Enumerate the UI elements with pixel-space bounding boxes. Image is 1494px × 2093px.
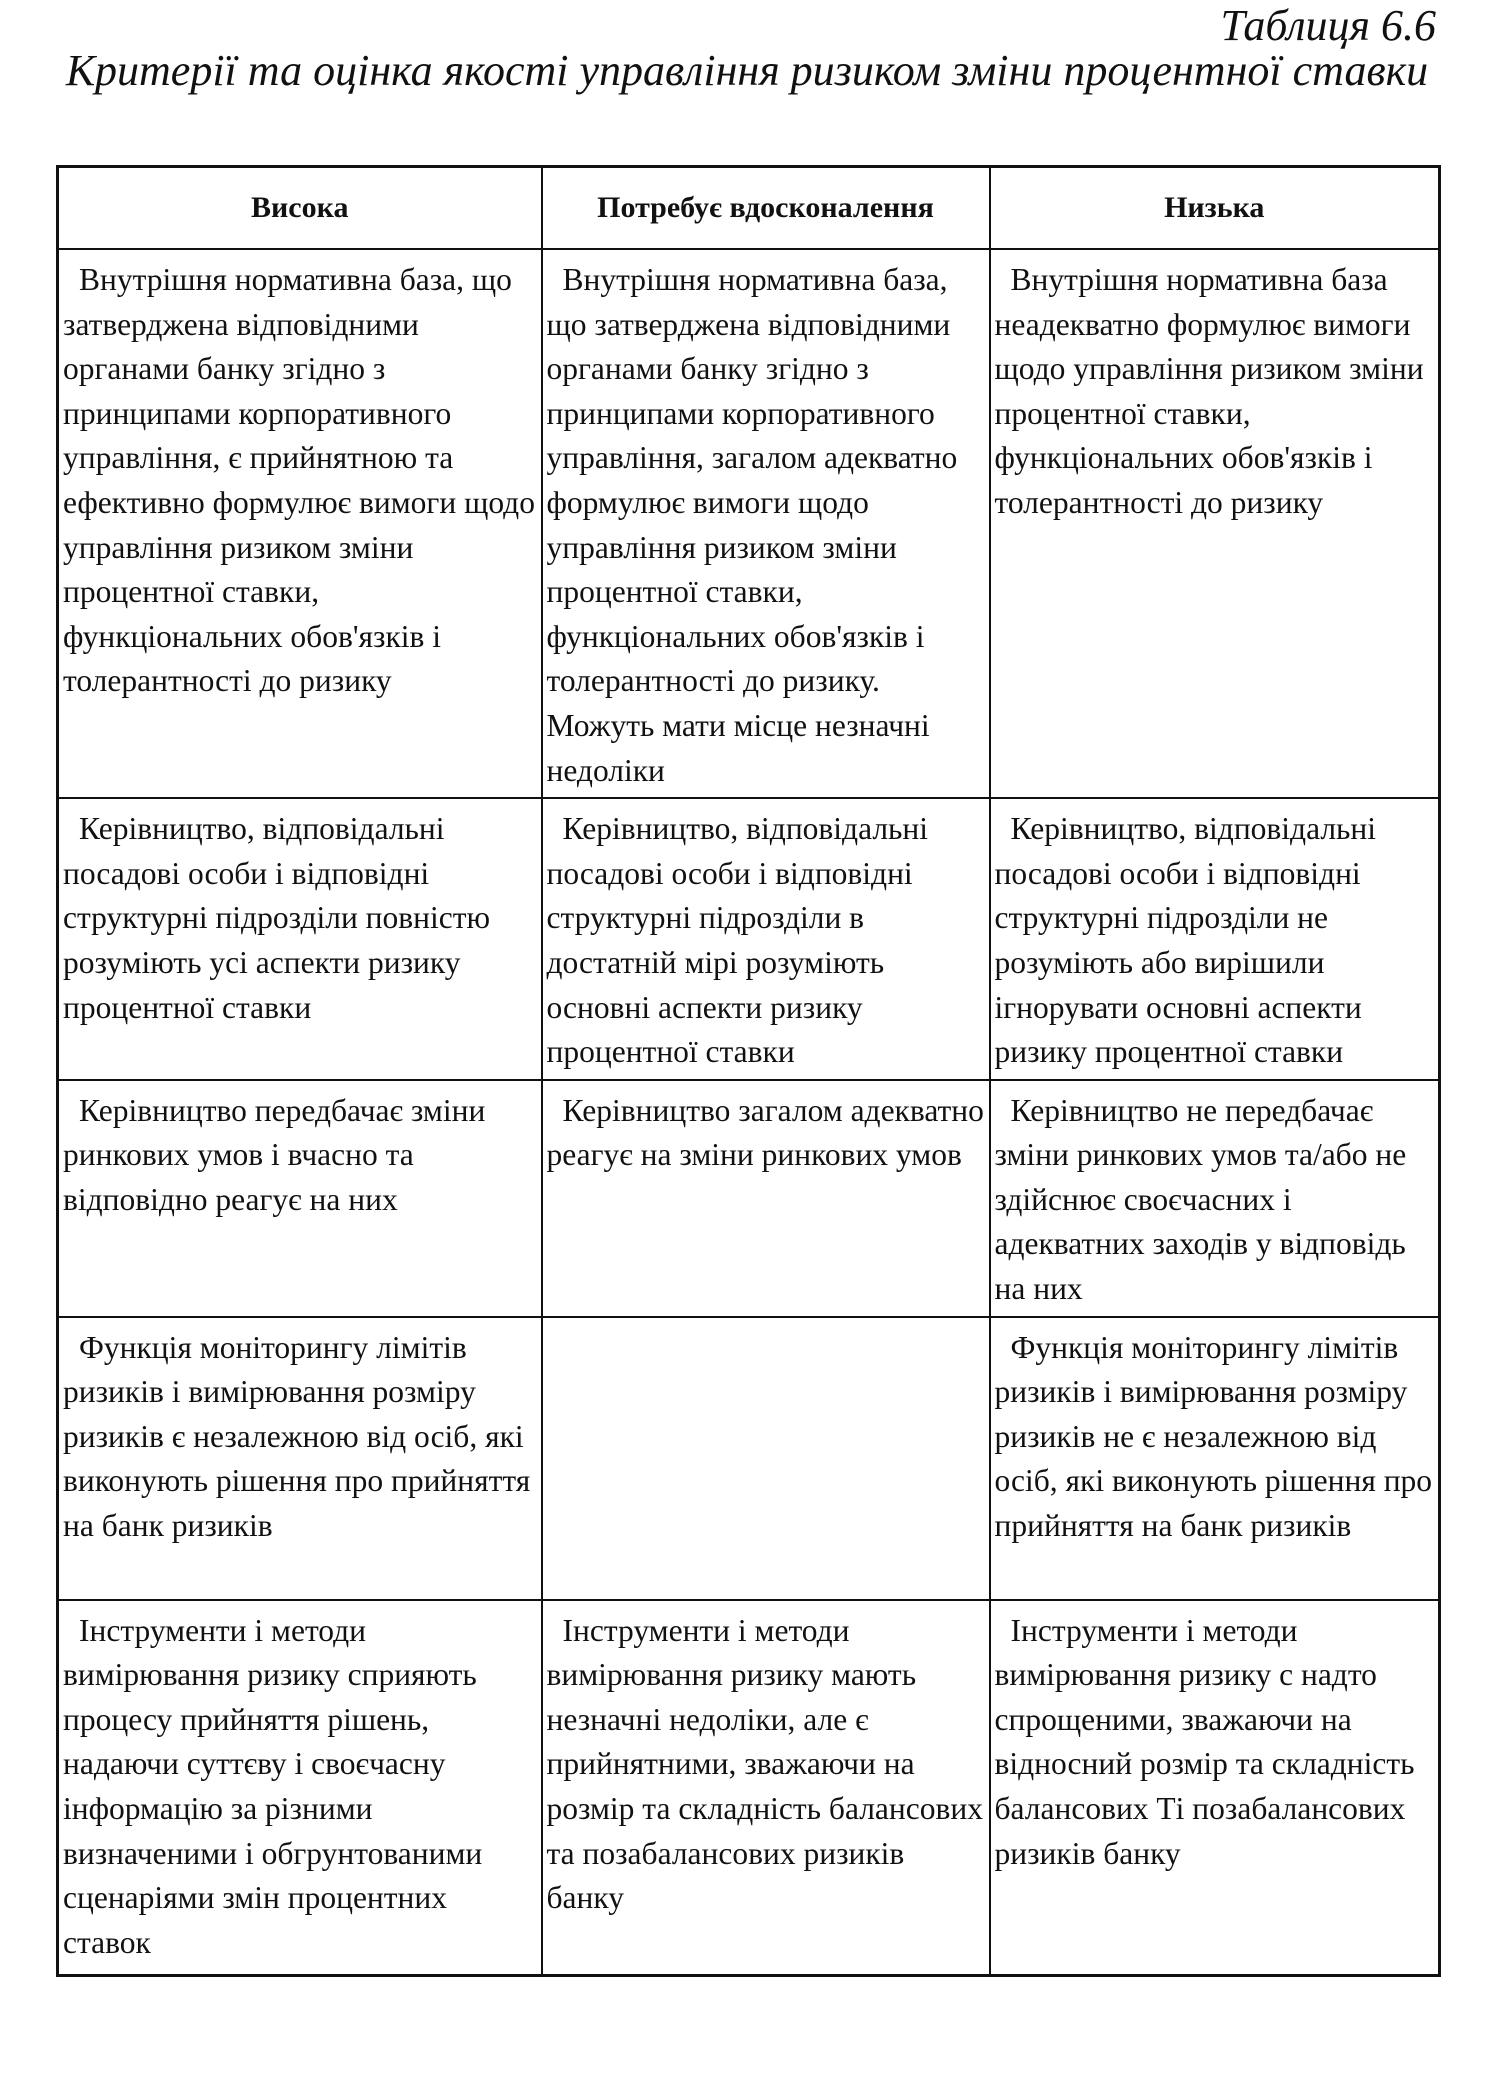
table-cell: Керівництво не передбачає зміни ринкових умов та/або не здійснює своєчасних і адекватних заходів у відповідь на них: [990, 1080, 1440, 1317]
table-row: [58, 1080, 1440, 1317]
column-header-low: Низька: [990, 167, 1440, 250]
table-cell: Інструменти і методи вимірювання ризику сприяють процесу прийняття рішень, надаючи суттєву і своєчасну інформацію за різними визначеними і обгрунтованими сценаріями змін процентних ставок: [58, 1600, 542, 1976]
table-cell: Керівництво, відповідальні посадові особи і відповідні структурні підрозділи в достатній мірі розуміють основні аспекти ризику процентної ставки: [542, 798, 990, 1080]
table-row: [58, 249, 1440, 798]
table-cell: Інструменти і методи вимірювання ризику мають незначні недоліки, але є прийнятними, зважаючи на розмір та складність балансових та позабалансових ризиків банку: [542, 1600, 990, 1976]
table-cell: Функція моніторингу лімітів ризиків і вимірювання розміру ризиків не є незалежною від осіб, які виконують рішення про прийняття на банк ризиків: [990, 1317, 1440, 1600]
criteria-table: [56, 165, 1441, 1977]
table-cell: [542, 1317, 990, 1600]
table-number: Таблиця 6.6: [1220, 1, 1436, 50]
table-cell: Внутрішня нормативна база, що затверджена відповідними органами банку згідно з принципами корпоративного управління, є прийнятною та ефективно формулює вимоги щодо управління ризиком зміни процентної ставки, функціональних обов'язків і толерантності до ризику: [58, 249, 542, 798]
column-header-needs-improvement: Потребує вдосконалення: [542, 167, 990, 250]
table-cell: Інструменти і методи вимірювання ризику с надто спрощеними, зважаючи на відносний розмір та складність балансових Ті позабалансових ризиків банку: [990, 1600, 1440, 1976]
table-cell: Керівництво передбачає зміни ринкових умов і вчасно та відповідно реагує на них: [58, 1080, 542, 1317]
table-cell: Керівництво, відповідальні посадові особи і відповідні структурні підрозділи повністю розуміють усі аспекти ризику процентної ставки: [58, 798, 542, 1080]
column-header-high: Висока: [58, 167, 542, 250]
table-row: [58, 798, 1440, 1080]
header-row: [58, 167, 1440, 250]
table-cell: Внутрішня нормативна база, що затверджена відповідними органами банку згідно з принципами корпоративного управління, загалом адекватно формулює вимоги щодо управління ризиком зміни процентної ставки, функціональних обов'язків і толерантності до ризику. Можуть мати місце незначні недоліки: [542, 249, 990, 798]
table-title: Критерії та оцінка якості управління ризиком зміни процентної ставки: [65, 46, 1429, 95]
table-cell: Функція моніторингу лімітів ризиків і вимірювання розміру ризиків є незалежною від осіб, які виконують рішення про прийняття на банк ризиків: [58, 1317, 542, 1600]
table-row: [58, 1317, 1440, 1600]
table-cell: Керівництво загалом адекватно реагує на зміни ринкових умов: [542, 1080, 990, 1317]
table-cell: Керівництво, відповідальні посадові особи і відповідні структурні підрозділи не розуміють або вирішили ігнорувати основні аспекти ризику процентної ставки: [990, 798, 1440, 1080]
table-cell: Внутрішня нормативна база неадекватно формулює вимоги щодо управління ризиком зміни процентної ставки, функціональних обов'язків і толерантності до ризику: [990, 249, 1440, 798]
table-row: [58, 1600, 1440, 1976]
